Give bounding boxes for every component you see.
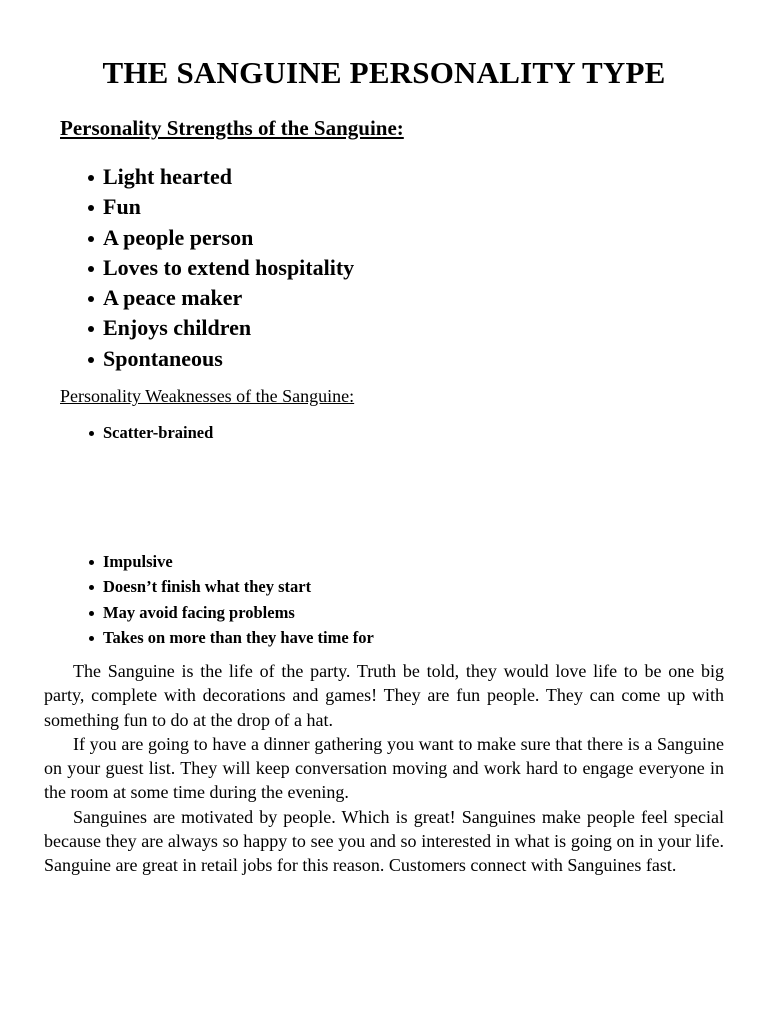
list-item [86, 192, 354, 222]
list-item [86, 313, 354, 343]
strength-item-label: A peace maker [103, 285, 243, 311]
page-title: THE SANGUINE PERSONALITY TYPE [102, 55, 666, 90]
strength-item-label: Spontaneous [103, 345, 223, 371]
bullet-icon [88, 236, 94, 242]
bullet-icon [88, 326, 94, 332]
bullet-icon [89, 560, 94, 565]
list-item [88, 600, 374, 625]
body-text [44, 659, 724, 878]
strength-item-label: Fun [103, 194, 141, 220]
bullet-icon [88, 296, 94, 302]
bullet-icon [89, 431, 94, 436]
weakness-item-label: Takes on more than they have time for [103, 627, 374, 647]
strength-item-label: Loves to extend hospitality [103, 254, 355, 280]
bullet-icon [88, 266, 94, 272]
list-item [86, 344, 354, 374]
bullet-icon [89, 611, 94, 616]
weaknesses-list-continued [88, 549, 374, 650]
weaknesses-list [88, 420, 213, 445]
paragraph: Sanguines are motivated by people. Which is great! Sanguines make people feel special because they are always so happy to see you and so interested in what is going on in your life. Sanguine are great in retail jobs for this reason. Customers connect with Sanguines fast. [44, 806, 724, 876]
bullet-icon [88, 357, 94, 363]
weakness-item-label: Scatter-brained [103, 423, 214, 442]
list-item [86, 283, 354, 313]
weakness-item-label: Impulsive [103, 552, 173, 571]
list-item [88, 625, 374, 650]
bullet-icon [89, 636, 94, 641]
bullet-icon [88, 205, 94, 211]
strength-item-label: Light hearted [103, 164, 232, 189]
strengths-heading: Personality Strengths of the Sanguine: [60, 116, 404, 140]
list-item [88, 574, 374, 599]
list-item [86, 223, 354, 253]
bullet-icon [89, 585, 94, 590]
weaknesses-heading: Personality Weaknesses of the Sanguine: [60, 386, 355, 406]
paragraph: If you are going to have a dinner gathering you want to make sure that there is a Sanguine on your guest list. They will keep conversation moving and work hard to engage everyone in the room at some time during the evening. [44, 733, 724, 803]
bullet-icon [88, 175, 94, 181]
strength-item-label: Enjoys children [103, 315, 252, 341]
weakness-item-label: Doesn’t finish what they start [103, 577, 312, 597]
list-item [88, 420, 213, 445]
paragraph: The Sanguine is the life of the party. Truth be told, they would love life to be one big party, complete with decorations and games! They are fun people. They can come up with something fun to do at the drop of a hat. [44, 661, 724, 730]
list-item [88, 549, 374, 574]
list-item [86, 253, 354, 283]
strength-item-label: A people person [103, 224, 254, 250]
list-item [86, 162, 354, 192]
strengths-list [86, 162, 354, 374]
weakness-item-label: May avoid facing problems [103, 602, 295, 622]
